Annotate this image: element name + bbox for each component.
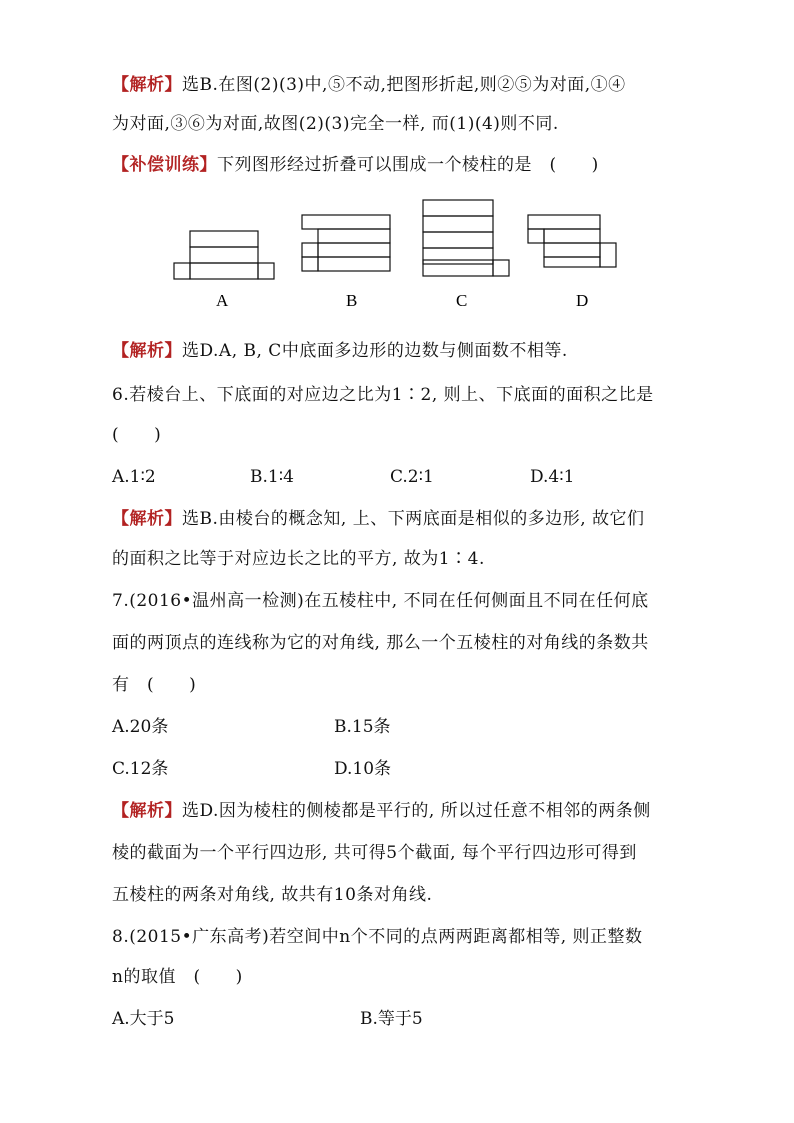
figure-label-a: A [216,291,229,310]
question-6-line-2: ( ) [112,425,162,445]
analysis-text: 选B.由棱台的概念知, 上、下两底面是相似的多边形, 故它们 [182,509,645,529]
question-7-line-2: 面的两顶点的连线称为它的对角线, 那么一个五棱柱的对角线的条数共 [112,633,649,653]
analysis-tag: 【解析】 [112,801,182,821]
q7-option-b: B.15条 [334,717,391,737]
q6-option-d: D.4∶1 [530,467,575,487]
prism-net-figure [160,195,640,315]
net-b [302,215,390,271]
analysis-text: 选D.因为棱柱的侧棱都是平行的, 所以过任意不相邻的两条侧 [182,801,651,821]
question-8-line-2: n的取值 ( ) [112,967,243,987]
q8-option-b: B.等于5 [360,1009,423,1029]
figure-label-b: B [346,291,358,310]
q7-option-d: D.10条 [334,759,392,779]
analysis-line-3 [112,340,568,362]
q8-option-a: A.大于5 [112,1009,175,1029]
q6-option-a: A.1∶2 [112,467,156,487]
question-8-line-1: 8.(2015•广东高考)若空间中n个不同的点两两距离都相等, 则正整数 [112,927,643,947]
q7-option-c: C.12条 [112,759,169,779]
analysis-line-6 [112,800,651,822]
supplement-text: 下列图形经过折叠可以围成一个棱柱的是 ( ) [217,155,599,175]
q6-option-b: B.1∶4 [250,467,294,487]
question-6-line-1: 6.若棱台上、下底面的对应边之比为1∶2, 则上、下底面的面积之比是 [112,385,654,405]
analysis-tag: 【解析】 [112,341,182,361]
q6-option-c: C.2∶1 [390,467,434,487]
analysis-line-7: 棱的截面为一个平行四边形, 共可得5个截面, 每个平行四边形可得到 [112,843,637,863]
analysis-line-4 [112,508,645,530]
analysis-text: 选D.A, B, C中底面多边形的边数与侧面数不相等. [182,341,568,361]
analysis-tag: 【解析】 [112,75,182,95]
q7-option-a: A.20条 [112,717,169,737]
net-a [174,231,274,279]
question-7-line-3: 有 ( ) [112,675,197,695]
analysis-text: 选B.在图(2)(3)中,⑤不动,把图形折起,则②⑤为对面,①④ [182,75,626,95]
analysis-line-8: 五棱柱的两条对角线, 故共有10条对角线. [112,885,433,905]
figure-label-c: C [456,291,468,310]
net-c [423,200,509,276]
net-d [528,215,616,267]
question-7-line-1: 7.(2016•温州高一检测)在五棱柱中, 不同在任何侧面且不同在任何底 [112,591,649,611]
analysis-line-1 [112,74,626,96]
figure-label-d: D [576,291,589,310]
analysis-line-5: 的面积之比等于对应边长之比的平方, 故为1∶4. [112,549,485,569]
analysis-line-2: 为对面,③⑥为对面,故图(2)(3)完全一样, 而(1)(4)则不同. [112,114,559,134]
analysis-tag: 【解析】 [112,509,182,529]
supplement-tag: 【补偿训练】 [112,155,217,175]
supplement-question [112,154,599,176]
